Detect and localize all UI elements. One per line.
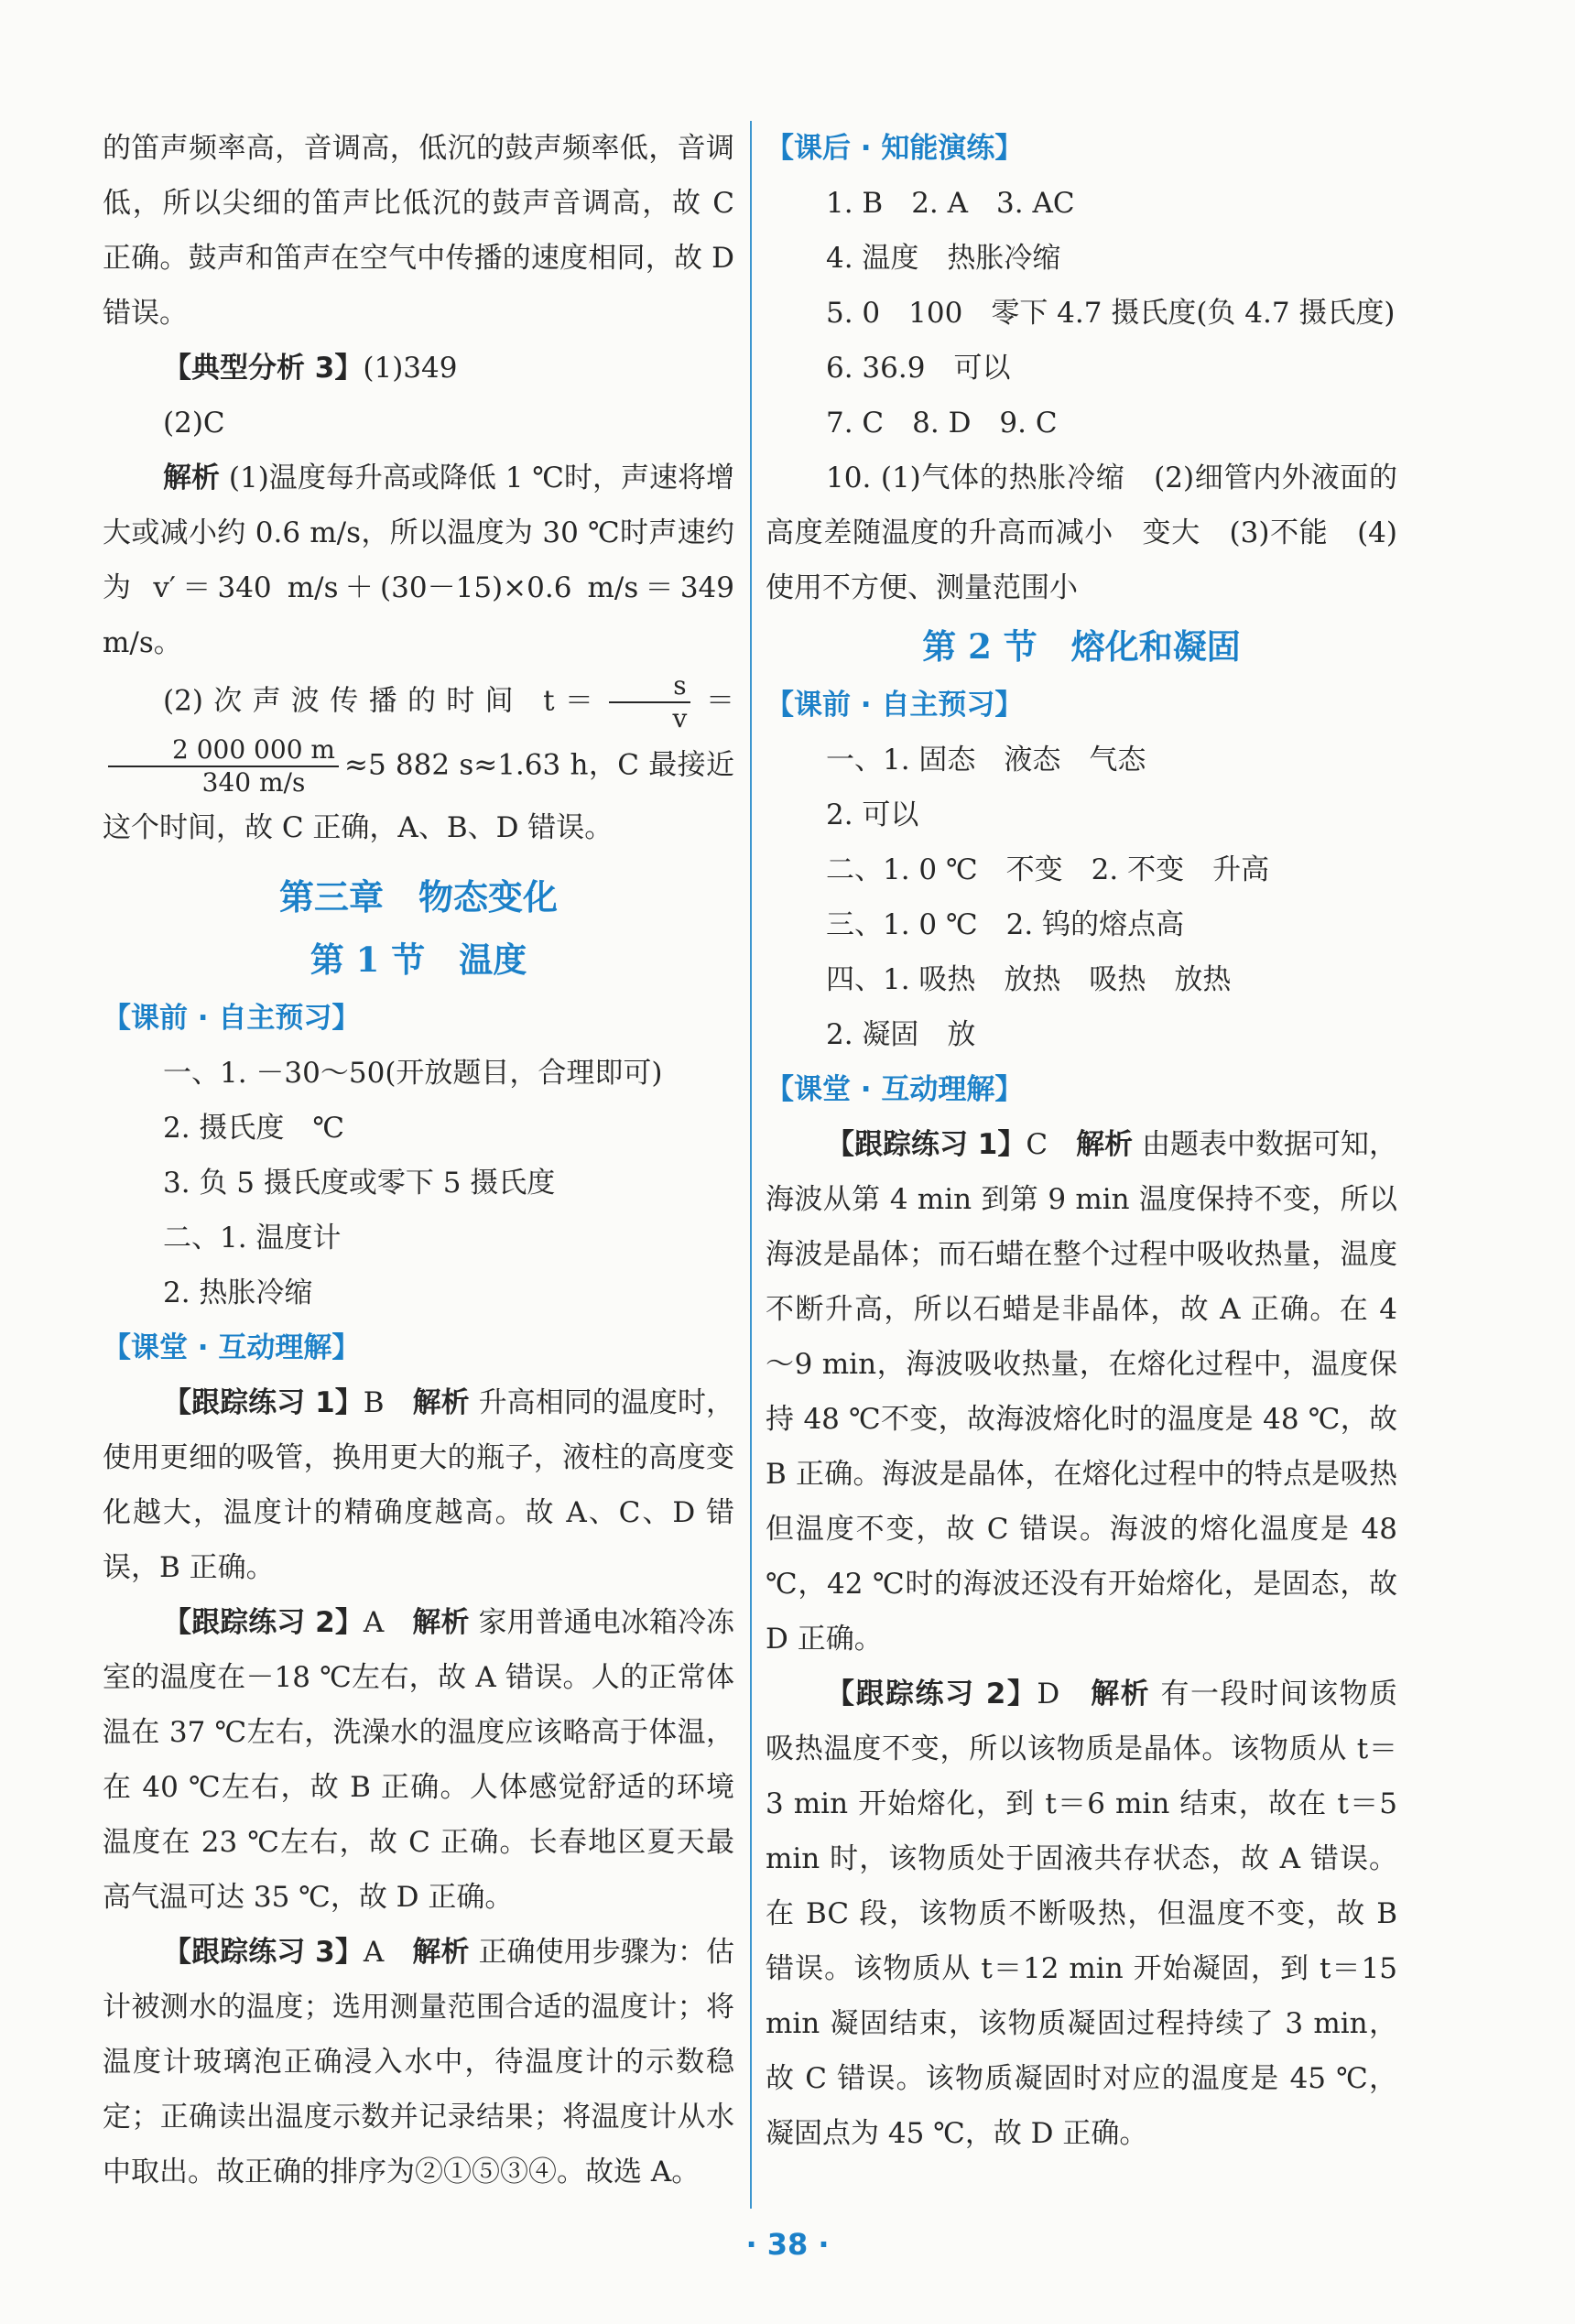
example-3-answer-1 [103,341,734,396]
fraction-distance-over-speed [108,734,339,798]
example-3-label: 【典型分析 3】 [163,352,364,385]
fraction-denominator: 340 m/s [201,767,306,798]
preview-line: 三、1. 0 ℃ 2. 钨的熔点高 [826,908,1185,941]
example-3-ans1: (1)349 [363,352,458,385]
answer-line: 5. 0 100 零下 4.7 摄氏度(负 4.7 摄氏度) [826,297,1396,330]
preview-line: 2. 摄氏度 ℃ [163,1112,345,1145]
practice-answer: A [363,1936,413,1969]
chapter-title: 第三章 物态变化 [278,877,558,918]
approx-sign: ≈ [343,748,368,782]
continued-paragraph: 的笛声频率高，音调高，低沉的鼓声频率低，音调低，所以尖细的笛声比低沉的鼓声音调高，故 C 正确。鼓声和笛声在空气中传播的速度相同，故 D 错误。 [103,132,734,330]
answer-line: 6. 36.9 可以 [826,352,1011,385]
practice-text: 正确使用步骤为：估计被测水的温度；选用测量范围合适的温度计；将温度计玻璃泡正确浸入水中，待温度计的示数稳定；正确读出温度示数并记录结果；将温度计从水中取出。故正确的排序为②①⑤③④。故选 A。 [103,1936,735,2188]
fraction-numerator: 2 000 000 m [108,734,339,767]
practice-text: 有一段时间该物质吸热温度不变，所以该物质是晶体。该物质从 t＝3 min 开始熔化，到 t＝6 min 结束，故在 t＝5 min 时，该物质处于固液共存状态，故 A 错误。在 BC 段，该物质不断吸热，但温度不变，故 B 错误。该物质从 t＝12 min 开始凝固，到 t＝15 min 凝固结束，该物质凝固过程持续了 3 min，故 C 错误。该物质凝固时对应的温度是 45 ℃，凝固点为 45 ℃，故 D 正确。 [766,1678,1398,2150]
practice-label: 【跟踪练习 1】 [163,1386,364,1419]
example-3-analysis-2 [103,670,734,857]
answer-line: 10. (1)气体的热胀冷缩 (2)细管内外液面的高度差随温度的升高而减小 变大 (3)不能 (4)使用不方便、测量范围小 [766,462,1397,604]
column-divider [750,121,752,2209]
practice-text: 升高相同的温度时，使用更细的吸管，换用更大的瓶子，液柱的高度变化越大，温度计的精确度越高。故 A、C、D 错误，B 正确。 [103,1386,734,1584]
heading-classroom-2: 【课堂 · 互动理解】 [766,1073,1024,1106]
practice-1 [103,1375,734,1595]
preview-line: 2. 热胀冷缩 [163,1276,313,1309]
practice-label: 【跟踪练习 2】 [826,1678,1037,1710]
heading-preview: 【课前 · 自主预习】 [103,1002,361,1035]
preview-line: 四、1. 吸热 放热 吸热 放热 [826,963,1232,996]
section-1-title: 第 1 节 温度 [310,939,527,980]
analysis-label: 解析 [412,1386,470,1419]
answer-line: 1. B 2. A 3. AC [826,187,1075,220]
practice-text: 由题表中数据可知，海波从第 4 min 到第 9 min 温度保持不变，所以海波是晶体；而石蜡在整个过程中吸收热量，温度不断升高，所以石蜡是非晶体，故 A 正确。在 4～9 min，海波吸收热量，在熔化过程中，温度保持 48 ℃不变，故海波熔化时的温度是 48 ℃，故 B 正确。海波是晶体，在熔化过程中的特点是吸热但温度不变，故 C 错误。海波的熔化温度是 48 ℃，42 ℃时的海波还没有开始熔化，是固态，故 D 正确。 [766,1128,1397,1656]
equals-sign: ＝ [695,684,734,718]
practice-2 [766,1667,1397,2161]
heading-preview-2: 【课前 · 自主预习】 [766,689,1024,722]
heading-after-class: 【课后 · 知能演练】 [766,132,1024,165]
practice-1 [766,1117,1397,1667]
example-3-answer-2: (2)C [163,407,225,440]
answer-line: 7. C 8. D 9. C [826,407,1058,440]
preview-line: 二、1. 温度计 [163,1222,342,1254]
section-2-title: 第 2 节 熔化和凝固 [922,626,1241,667]
practice-3 [103,1925,734,2199]
analysis-text: (1)温度每升高或降低 1 ℃时，声速将增大或减小约 0.6 m/s，所以温度为 30 ℃时声速约为 v′＝340 m/s＋(30－15)×0.6 m/s＝349 m/s。 [103,462,735,659]
practice-label: 【跟踪练习 3】 [163,1936,364,1969]
left-column [103,121,734,2199]
fraction-numerator: s [609,670,690,703]
practice-answer: D [1037,1678,1092,1710]
practice-answer: C [1026,1128,1077,1161]
analysis-label: 解析 [1091,1678,1151,1710]
page-number: · 38 · [745,2227,830,2262]
analysis-label: 解析 [412,1606,470,1639]
practice-text: 家用普通电冰箱冷冻室的温度在－18 ℃左右，故 A 错误。人的正常体温在 37 ℃左右，洗澡水的温度应该略高于体温，在 40 ℃左右，故 B 正确。人体感觉舒适的环境温度在 23 ℃左右，故 C 正确。长春地区夏天最高气温可达 35 ℃，故 D 正确。 [103,1606,735,1914]
practice-label: 【跟踪练习 2】 [163,1606,364,1639]
preview-line: 2. 可以 [826,798,919,831]
preview-line: 二、1. 0 ℃ 不变 2. 不变 升高 [826,853,1270,886]
heading-classroom: 【课堂 · 互动理解】 [103,1331,361,1364]
fraction-denominator: v [672,703,688,733]
preview-line: 一、1. 固态 液态 气态 [826,744,1146,776]
analysis-label: 解析 [163,462,221,494]
example-3-analysis-1 [103,451,734,670]
practice-label: 【跟踪练习 1】 [826,1128,1026,1161]
preview-line: 2. 凝固 放 [826,1018,976,1051]
analysis-label: 解析 [412,1936,470,1969]
answer-line: 4. 温度 热胀冷缩 [826,242,1061,275]
preview-line: 3. 负 5 摄氏度或零下 5 摄氏度 [163,1167,556,1200]
formula-prefix: (2)次声波传播的时间 t＝ [163,684,604,718]
right-column [766,121,1397,2161]
formula-result: 5 882 s≈1.63 h，C 最接近这个时间，故 C 正确，A、B、D 错误。 [103,748,734,844]
analysis-label: 解析 [1076,1128,1134,1161]
practice-answer: B [363,1386,413,1419]
practice-answer: A [363,1606,413,1639]
fraction-s-over-v [609,670,690,734]
preview-line: 一、1. －30～50(开放题目，合理即可) [163,1057,663,1090]
practice-2 [103,1595,734,1925]
